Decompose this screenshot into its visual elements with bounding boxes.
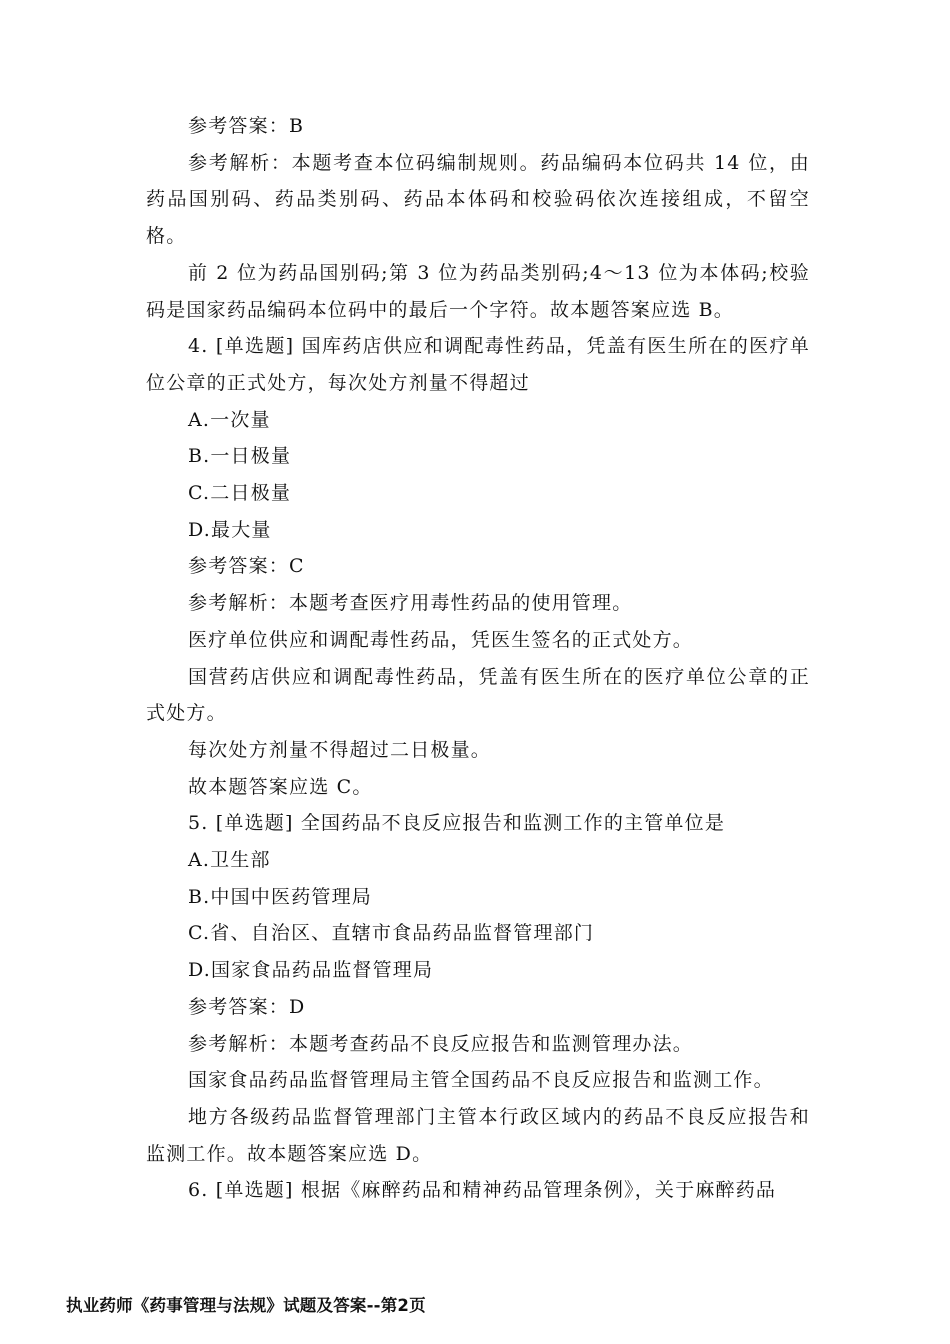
question-5: 5. [单选题] 全国药品不良反应报告和监测工作的主管单位是 [188, 812, 726, 835]
explanation-paragraph: 参考解析：本题考查本位码编制规则。药品编码本位码共 14 位，由药品国别码、药品类别码、药品本体码和校验码依次连接组成，不留空格。 [146, 151, 810, 248]
option-a: A.一次量 [188, 408, 271, 431]
explanation-paragraph: 参考解析：本题考查药品不良反应报告和监测管理办法。 [188, 1032, 694, 1055]
explanation-paragraph: 医疗单位供应和调配毒性药品，凭医生签名的正式处方。 [188, 628, 694, 651]
explanation-paragraph: 国家食品药品监督管理局主管全国药品不良反应报告和监测工作。 [188, 1069, 774, 1092]
option-c: C.省、自治区、直辖市食品药品监督管理部门 [188, 922, 595, 945]
answer-line: 参考答案：B [188, 115, 305, 137]
page-footer: 执业药师《药事管理与法规》试题及答案--第2页 [66, 1296, 426, 1315]
option-d: D.最大量 [188, 518, 272, 541]
answer-line: 参考答案：C [188, 555, 305, 578]
option-a: A.卫生部 [188, 849, 271, 872]
answer-line: 参考答案：D [188, 995, 306, 1018]
option-b: B.一日极量 [188, 445, 292, 468]
question-4: 4. [单选题] 国库药店供应和调配毒性药品，凭盖有医生所在的医疗单位公章的正式处方，每次处方剂量不得超过 [146, 335, 810, 394]
explanation-paragraph: 前 2 位为药品国别码;第 3 位为药品类别码;4～13 位为本体码;校验码是国家药品编码本位码中的最后一个字符。故本题答案应选 B。 [146, 261, 810, 321]
question-6: 6. [单选题] 根据《麻醉药品和精神药品管理条例》，关于麻醉药品 [188, 1179, 777, 1202]
option-c: C.二日极量 [188, 482, 292, 505]
explanation-paragraph: 参考解析：本题考查医疗用毒性药品的使用管理。 [188, 592, 633, 615]
explanation-paragraph: 每次处方剂量不得超过二日极量。 [188, 738, 492, 761]
explanation-paragraph: 国营药店供应和调配毒性药品，凭盖有医生所在的医疗单位公章的正式处方。 [146, 665, 810, 725]
option-b: B.中国中医药管理局 [188, 885, 373, 908]
option-d: D.国家食品药品监督管理局 [188, 959, 434, 982]
explanation-paragraph: 故本题答案应选 C。 [188, 775, 373, 798]
document-body [146, 108, 810, 1209]
explanation-paragraph: 地方各级药品监督管理部门主管本行政区域内的药品不良反应报告和监测工作。故本题答案应选 D。 [146, 1105, 810, 1165]
